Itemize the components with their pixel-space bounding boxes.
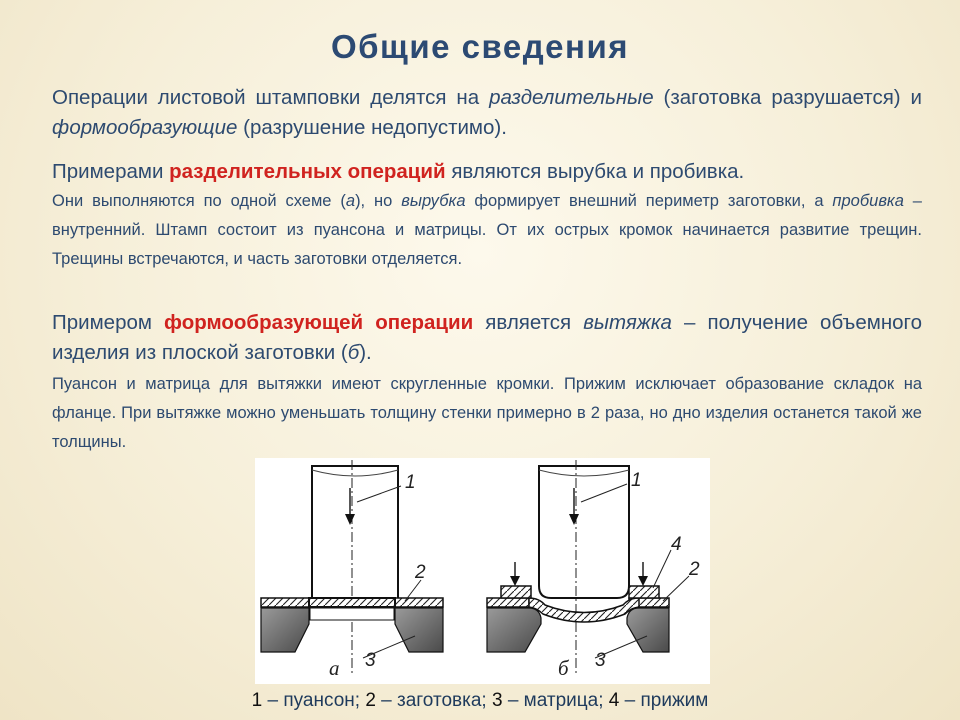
figure-caption: 1 – пуансон; 2 – заготовка; 3 – матрица; 4 – прижим <box>251 690 709 711</box>
label-b-3: 3 <box>595 650 606 671</box>
label-a-2: 2 <box>415 562 426 583</box>
label-a-3: 3 <box>365 650 376 671</box>
highlight-separating: разделительных операций <box>169 160 446 183</box>
paragraph-separating-details: Они выполняются по одной схеме (а), но вырубка формирует внешний периметр заготовки, а пробивка – внутренний. Штамп состоит из пуансона и матрицы. От их острых кромок начинается развитие трещин. Трещины встречаются, и часть заготовки отделяется. <box>52 192 922 268</box>
stamping-diagram <box>255 458 710 684</box>
paragraph-classification: Операции листовой штамповки делятся на разделительные (заготовка разрушается) и формообразующие (разрушение недопустимо). <box>52 86 922 139</box>
punch-b <box>539 460 629 673</box>
diagram-b <box>487 460 700 680</box>
highlight-forming: формообразующей операции <box>164 311 474 334</box>
diagram-b-label: б <box>558 656 569 680</box>
diagram-a <box>261 460 443 680</box>
paragraph-separating-examples: Примерами разделительных операций являются вырубка и пробивка. <box>52 160 745 183</box>
paragraph-forming-example: Примером формообразующей операции является вытяжка – получение объемного изделия из плоской заготовки (б). <box>52 311 922 364</box>
paragraph-drawing-details: Пуансон и матрица для вытяжки имеют скругленные кромки. Прижим исключает образование складок на фланце. При вытяжке можно уменьшать толщину стенки примерно в 2 раза, но дно изделия останется такой же толщины. <box>52 375 922 451</box>
label-b-1: 1 <box>631 470 642 491</box>
label-b-4: 4 <box>671 534 682 555</box>
page-title: Общие сведения <box>330 28 630 65</box>
diagram-a-label: а <box>329 656 340 680</box>
label-b-2: 2 <box>689 559 700 580</box>
label-a-1: 1 <box>405 472 416 493</box>
